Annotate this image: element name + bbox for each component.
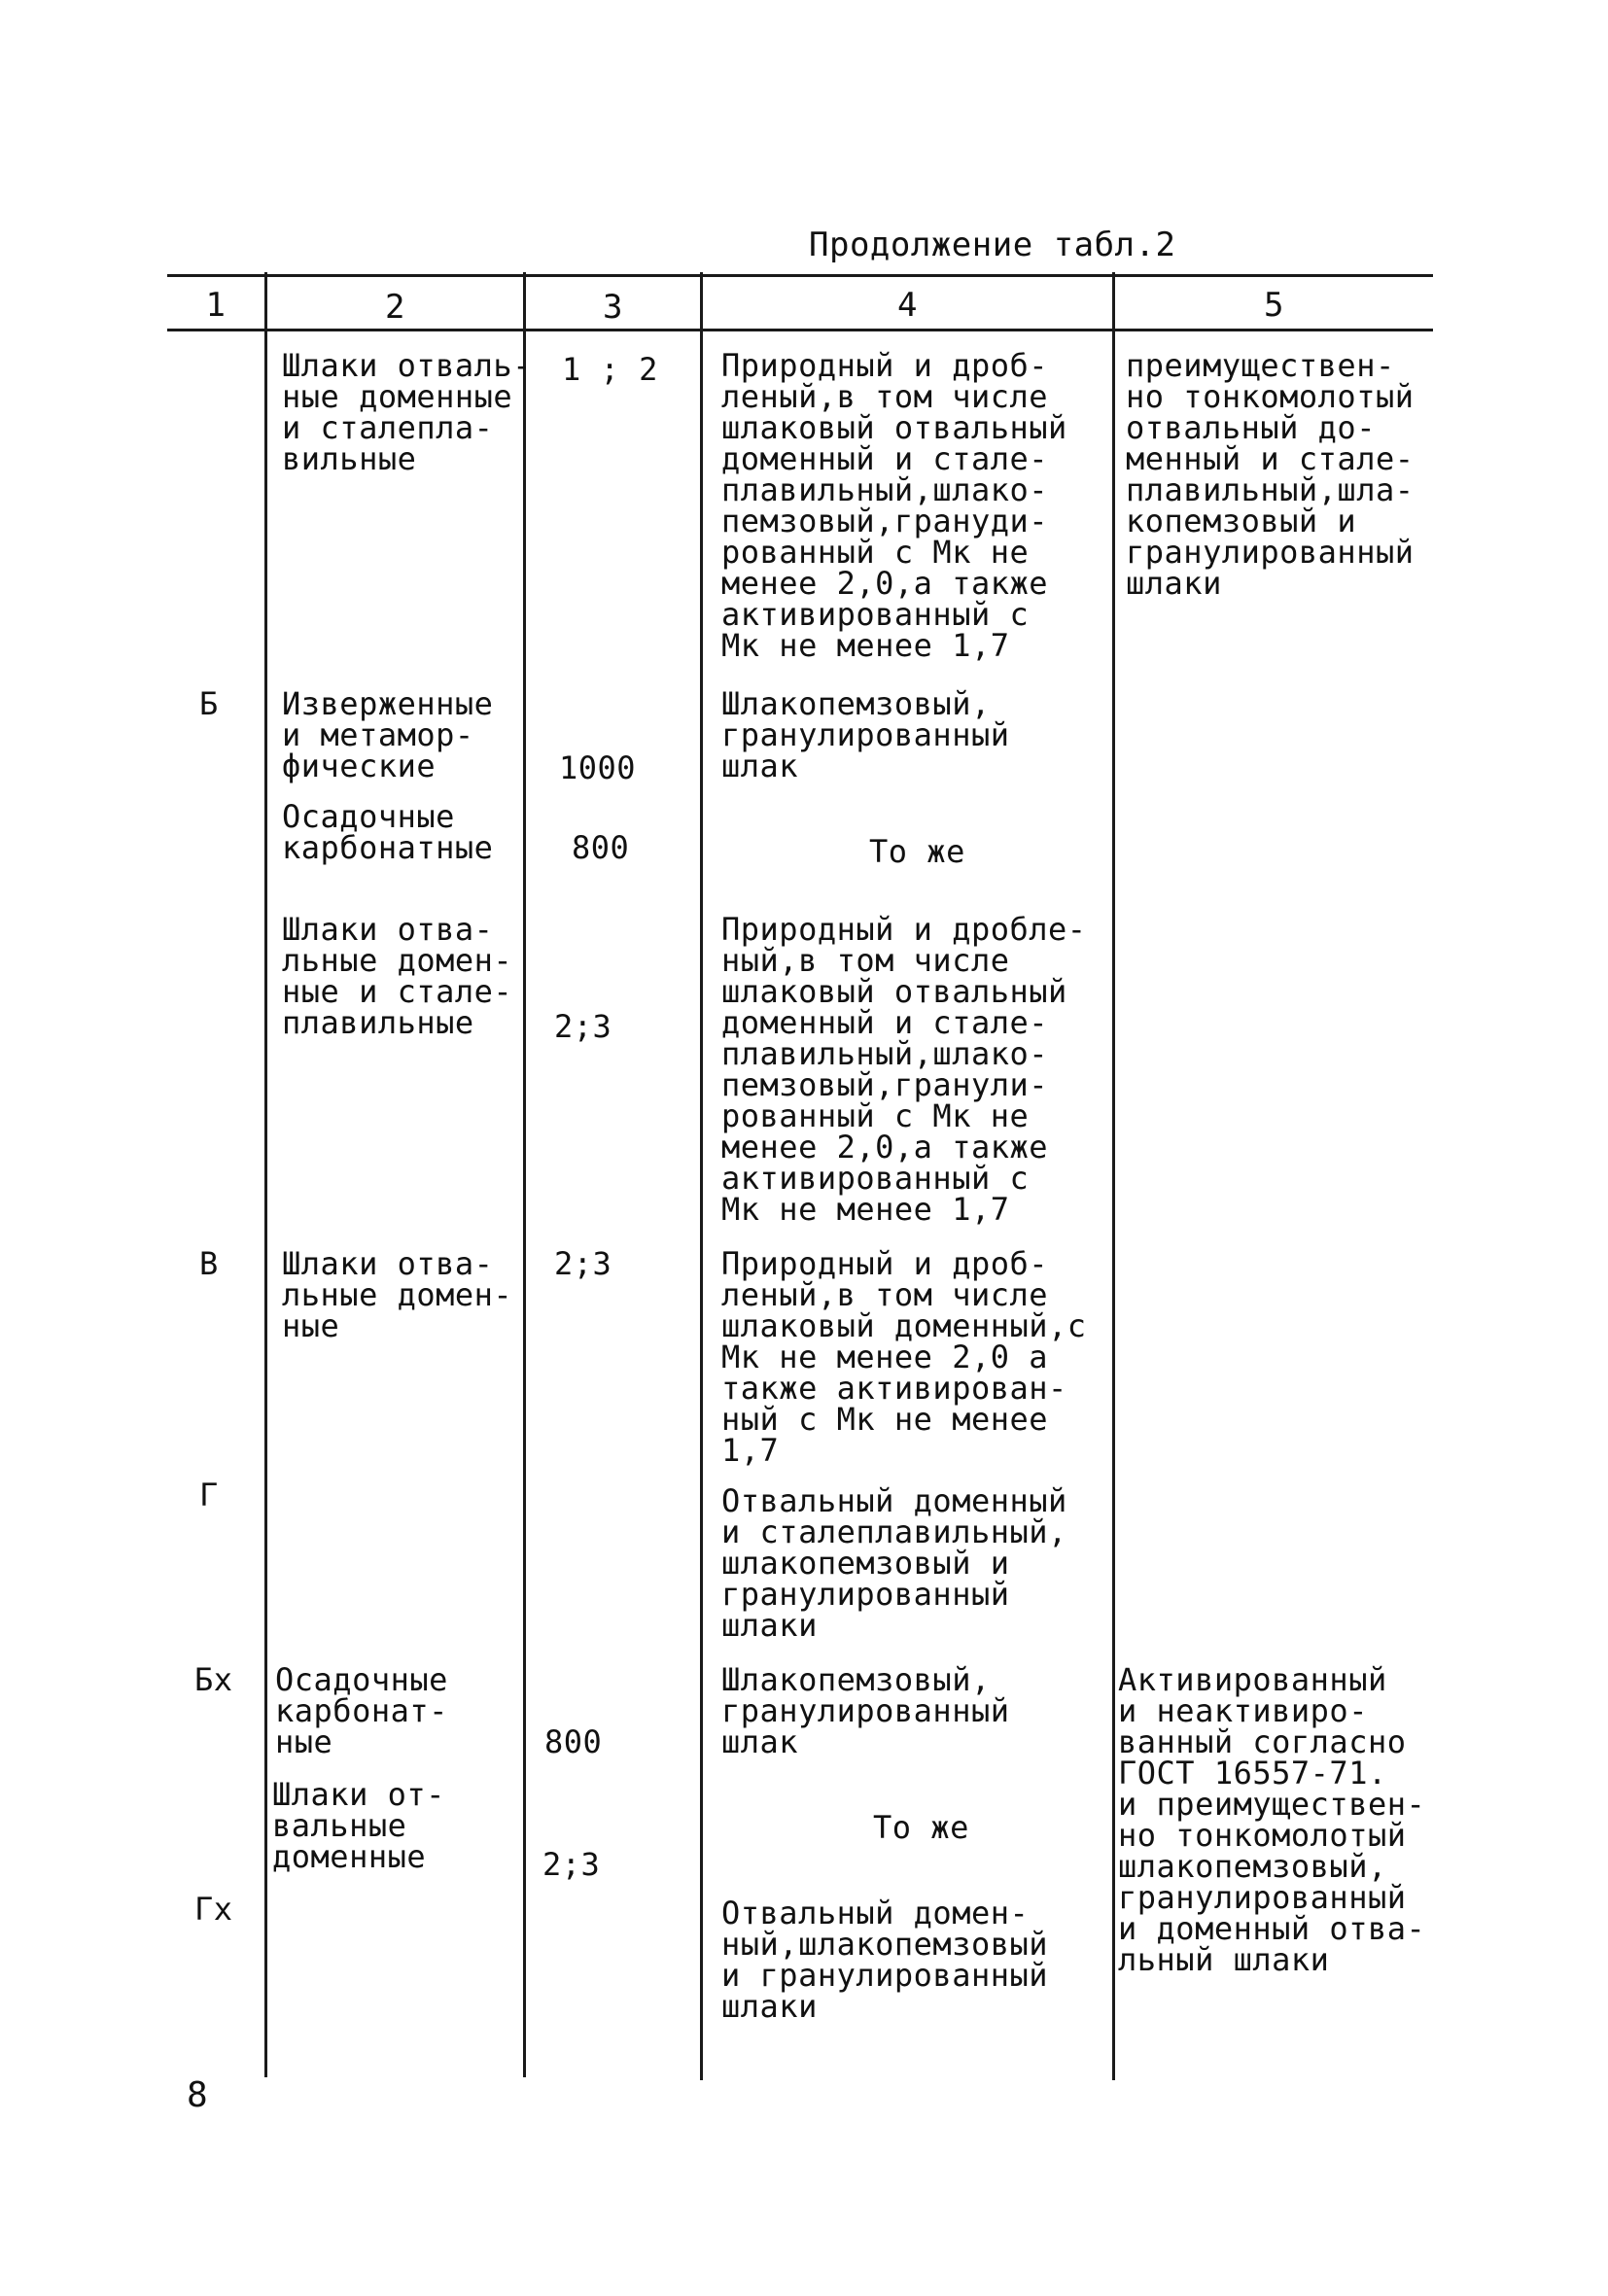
column-divider-4	[1112, 272, 1115, 2080]
row6-class: Г	[199, 1477, 219, 1513]
row3-strength: 800	[572, 829, 630, 866]
row1-fraction: 1 ; 2	[562, 351, 658, 388]
row8-slag-type: То же	[873, 1809, 969, 1846]
row7-strength: 800	[544, 1723, 603, 1760]
header-bottom-rule	[167, 329, 1433, 331]
row3-material: Осадочные карбонатные	[282, 798, 494, 866]
header-col-4: 4	[897, 286, 918, 325]
table-caption: Продолжение табл.2	[809, 226, 1176, 264]
row1-slag-type: Природный и дроб- леный,в том числе шлаковый отвальный доменный и стале- плавильный,шлако- пемзовый,грануди- рованный с Мк не менее 2,0,а также активированный с Мк не менее 1,7	[721, 347, 1067, 664]
row5-slag-type: Природный и дроб- леный,в том числе шлаковый доменный,с Мк не менее 2,0 а также активирован- ный с Мк не менее 1,7	[721, 1245, 1087, 1469]
column-divider-3	[700, 272, 703, 2080]
row2-material: Изверженные и метамор- фические	[282, 685, 494, 784]
row4-fraction: 2;3	[554, 1008, 612, 1045]
row6-slag-type: Отвальный доменный и сталеплавильный, шлакопемзовый и гранулированный шлаки	[721, 1482, 1067, 1644]
row7-material: Осадочные карбонат- ные	[275, 1661, 448, 1760]
row5-class: В	[199, 1245, 219, 1282]
row1-additive: преимуществен- но тонкомолотый отвальный до- менный и стале- плавильный,шла- копемзовый и гранулированный шлаки	[1126, 347, 1415, 602]
row3-slag-type: То же	[869, 833, 965, 870]
table-top-rule	[167, 274, 1433, 277]
row5-material: Шлаки отва- льные домен- ные	[282, 1245, 513, 1344]
header-col-5: 5	[1264, 286, 1284, 325]
row2-slag-type: Шлакопемзовый, гранулированный шлак	[721, 685, 1010, 784]
row5-fraction: 2;3	[554, 1245, 612, 1282]
header-col-3: 3	[603, 288, 623, 327]
row7-class: Бх	[194, 1661, 233, 1698]
row7-slag-type: Шлакопемзовый, гранулированный шлак	[721, 1661, 1010, 1760]
header-col-2: 2	[385, 288, 405, 327]
row2-class: Б	[199, 685, 219, 722]
column-divider-1	[264, 272, 267, 2077]
header-col-1: 1	[205, 286, 227, 325]
row2-strength: 1000	[559, 749, 637, 786]
row9-class: Гх	[194, 1891, 233, 1928]
page-number: 8	[187, 2075, 209, 2115]
row9-slag-type: Отвальный домен- ный,шлакопемзовый и гранулированный шлаки	[721, 1895, 1049, 2025]
column-divider-2	[523, 272, 526, 2077]
row4-slag-type: Природный и дробле- ный,в том числе шлаковый отвальный доменный и стале- плавильный,шлако- пемзовый,гранули- рованный с Мк не менее 2,0,а также активированный с Мк не менее 1,7	[721, 911, 1087, 1228]
row1-material: Шлаки отваль- ные доменные и сталепла- вильные	[282, 347, 532, 477]
row4-material: Шлаки отва- льные домен- ные и стале- плавильные	[282, 911, 513, 1041]
row7-additive: Активированный и неактивиро- ванный согласно ГОСТ 16557-71. и преимуществен- но тонкомолотый шлакопемзовый, гранулированный и доменный отва- льный шлаки	[1118, 1661, 1426, 1978]
row8-material: Шлаки от- вальные доменные	[272, 1776, 445, 1875]
row8-fraction: 2;3	[542, 1846, 601, 1883]
